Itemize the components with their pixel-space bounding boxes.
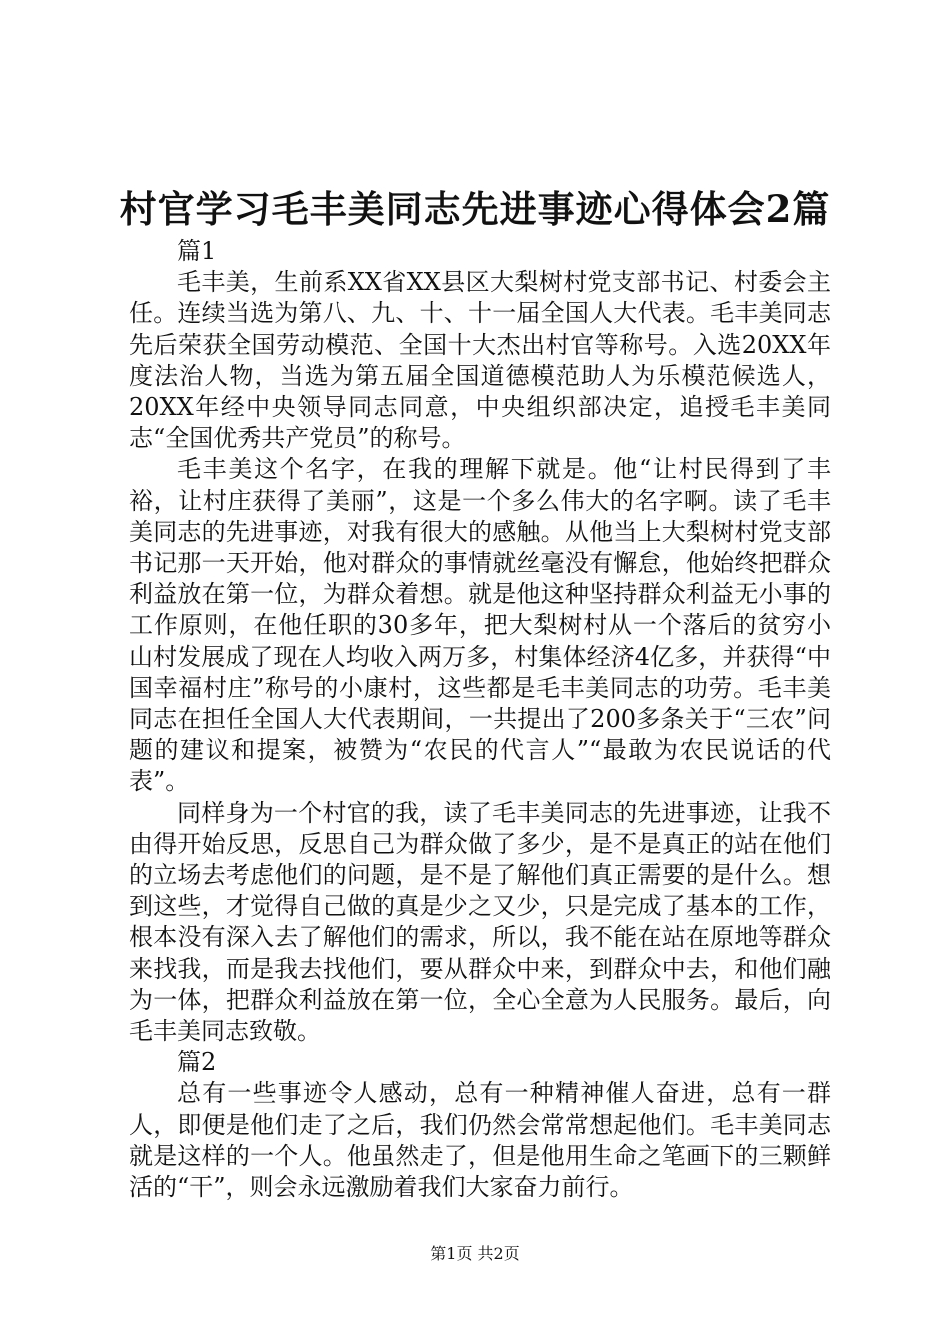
paragraph-2: 毛丰美这个名字，在我的理解下就是。他“让村民得到了丰裕，让村庄获得了美丽”，这是一个多么伟大的名字啊。读了毛丰美同志的先进事迹，对我有很大的感触。从他当上大梨树村党支部书记那一天开始，他对群众的事情就丝毫没有懈怠，他始终把群众利益放在第一位，为群众着想。就是他这种坚持群众利益无小事的工作原则，在他任职的30多年，把大梨树村从一个落后的贫穷小山村发展成了现在人均收入两万多，村集体经济4亿多，并获得“中国幸福村庄”称号的小康村，这些都是毛丰美同志的功劳。毛丰美同志在担任全国人大代表期间，一共提出了200多条关于“三农”问题的建议和提案，被赞为“农民的代言人”“最敢为农民说话的代表”。 <box>129 455 831 796</box>
page-footer: 第1页 共2页 <box>430 1244 520 1263</box>
paragraph-1: 毛丰美，生前系XX省XX县区大梨树村党支部书记、村委会主任。连续当选为第八、九、十、十一届全国人大代表。毛丰美同志先后荣获全国劳动模范、全国十大杰出村官等称号。入选20XX年度法治人物，当选为第五届全国道德模范助人为乐模范候选人，20XX年经中央领导同志同意，中央组织部决定，追授毛丰美同志“全国优秀共产党员”的称号。 <box>129 268 831 453</box>
paragraph-3: 同样身为一个村官的我，读了毛丰美同志的先进事迹，让我不由得开始反思，反思自己为群众做了多少，是不是真正的站在他们的立场去考虑他们的问题，是不是了解他们真正需要的是什么。想到这些，才觉得自己做的真是少之又少，只是完成了基本的工作，根本没有深入去了解他们的需求，所以，我不能在站在原地等群众来找我，而是我去找他们，要从群众中来，到群众中去，和他们融为一体，把群众利益放在第一位，全心全意为人民服务。最后，向毛丰美同志致敬。 <box>129 798 831 1046</box>
section-label-1: 篇1 <box>177 237 217 265</box>
document-body <box>129 236 831 1203</box>
paragraph-4: 总有一些事迹令人感动，总有一种精神催人奋进，总有一群人，即便是他们走了之后，我们仍然会常常想起他们。毛丰美同志就是这样的一个人。他虽然走了，但是他用生命之笔画下的三颗鲜活的“干”，则会永远激励着我们大家奋力前行。 <box>129 1079 831 1202</box>
document-title: 村官学习毛丰美同志先进事迹心得体会2篇 <box>119 187 831 231</box>
section-label-2: 篇2 <box>177 1048 217 1077</box>
